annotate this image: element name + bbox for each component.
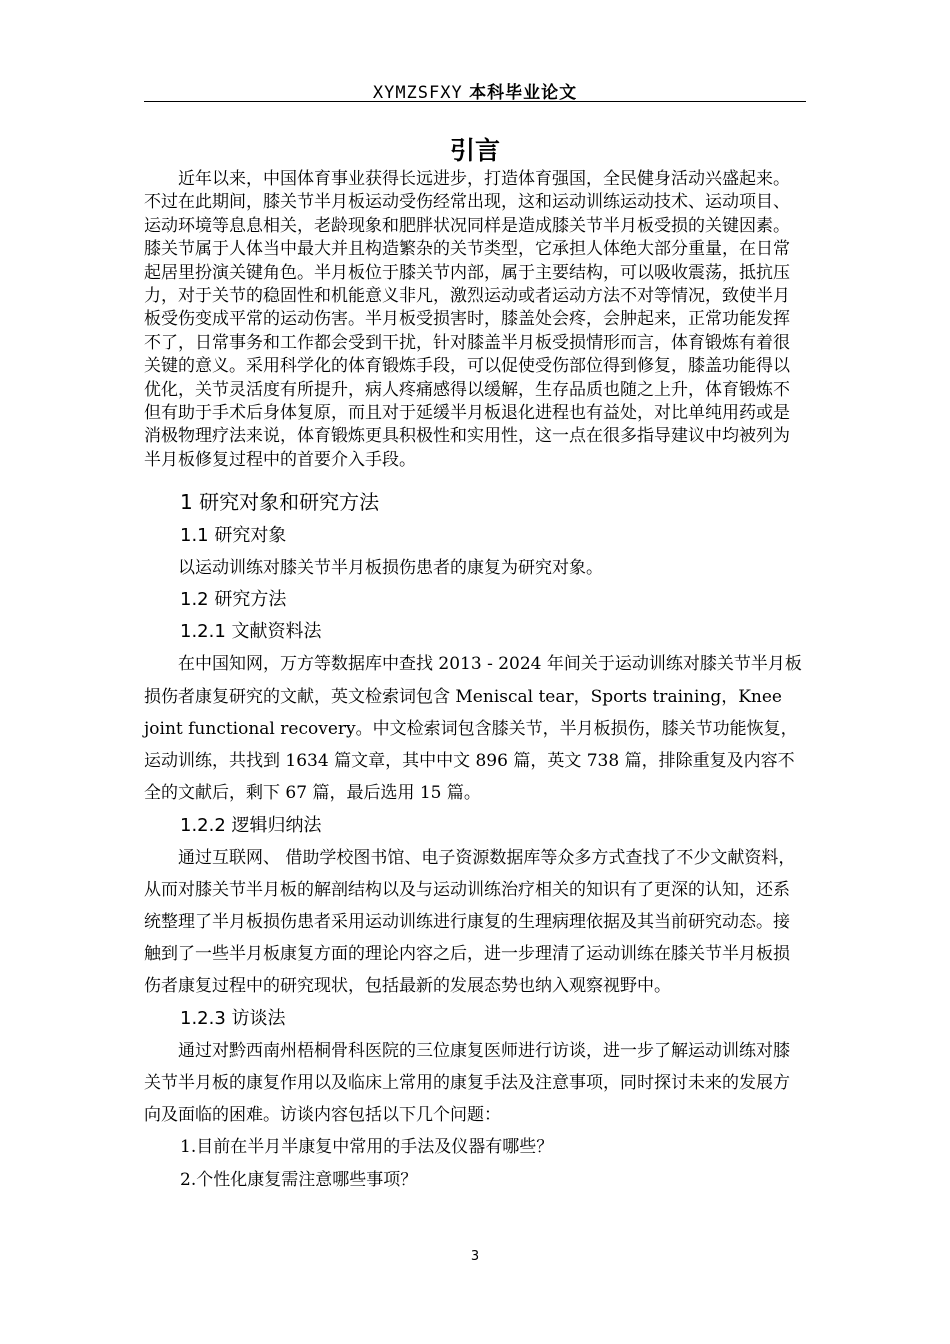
section-1-2-3-heading: 1.2.3 访谈法: [180, 1007, 286, 1029]
intro-paragraph: 近年以来，中国体育事业获得长远进步，打造体育强国，全民健身活动兴盛起来。不过在此期间，膝关节半月板运动受伤经常出现，这和运动训练运动技术、运动项目、运动环境等息息相关，老龄现象和肥胖状况同样是造成膝关节半月板受损的关键因素。膝关节属于人体当中最大并且构造繁杂的关节类型，它承担人体绝大部分重量，在日常起居里扮演关键角色。半月板位于膝关节内部，属于主要结构，可以吸收震荡，抵抗压力，对于关节的稳固性和机能意义非凡，激烈运动或者运动方法不对等情况，致使半月板受伤变成平常的运动伤害。半月板受损害时，膝盖处会疼，会肿起来，正常功能发挥不了，日常事务和工作都会受到干扰，针对膝盖半月板受损情形而言，体育锻炼有着很关键的意义。采用科学化的体育锻炼手段，可以促使受伤部位得到修复，膝盖功能得以优化，关节灵活度有所提升，病人疼痛感得以缓解，生存品质也随之上升，体育锻炼不但有助于手术后身体复原，而且对于延缓半月板退化进程也有益处，对比单纯用药或是消极物理疗法来说，体育锻炼更具积极性和实用性，这一点在很多指导建议中均被列为半月板修复过程中的首要介入手段。: [144, 169, 790, 470]
section-1-1-text: 以运动训练对膝关节半月板损伤患者的康复为研究对象。: [178, 558, 603, 579]
header-divider: [144, 101, 806, 102]
section-1-2-3-text: 通过对黔西南州梧桐骨科医院的三位康复医师进行访谈，进一步了解运动训练对膝关节半月板的康复作用以及临床上常用的康复手法及注意事项，同时探讨未来的发展方向及面临的困难。访谈内容包括以下几个问题：: [144, 1040, 790, 1125]
intro-heading: 引言: [449, 136, 500, 165]
section-1-2-heading: 1.2 研究方法: [180, 589, 287, 611]
section-1-2-1-heading: 1.2.1 文献资料法: [180, 621, 322, 643]
section-1-2-2-heading: 1.2.2 逻辑归纳法: [180, 814, 322, 836]
page-number: 3: [470, 1249, 480, 1264]
section-1-2-1-text: 在中国知网，万方等数据库中查找 2013 - 2024 年间关于运动训练对膝关节半月板损伤者康复研究的文献，英文检索词包含 Meniscal tear，Sports training，Knee joint functional recovery。中文检索词包含膝关节，半月板损伤，膝关节功能恢复，运动训练，共找到 1634 篇文章，其中中文 896 篇，英文 738 篇，排除重复及内容不全的文献后，剩下 67 篇，最后选用 15 篇。: [144, 654, 802, 804]
interview-question-1: 1.目前在半月半康复中常用的手法及仪器有哪些？: [180, 1137, 554, 1158]
page-header: [144, 78, 806, 103]
interview-question-2: 2.个性化康复需注意哪些事项？: [180, 1170, 418, 1191]
header-title: 本科毕业论文: [469, 83, 578, 103]
section-1-heading: 1 研究对象和研究方法: [180, 490, 380, 515]
document-body: [144, 134, 806, 1197]
section-1-2-2-text: 通过互联网、 借助学校图书馆、电子资源数据库等众多方式查找了不少文献资料，从而对膝关节半月板的解剖结构以及与运动训练治疗相关的知识有了更深的认知，还系统整理了半月板损伤患者采用运动训练进行康复的生理病理依据及其当前研究动态。接触到了一些半月板康复方面的理论内容之后，进一步理清了运动训练在膝关节半月板损伤者康复过程中的研究现状，包括最新的发展态势也纳入观察视野中。: [144, 847, 796, 997]
header-code: XYMZSFXY: [372, 83, 463, 103]
section-1-1-heading: 1.1 研究对象: [180, 525, 287, 547]
